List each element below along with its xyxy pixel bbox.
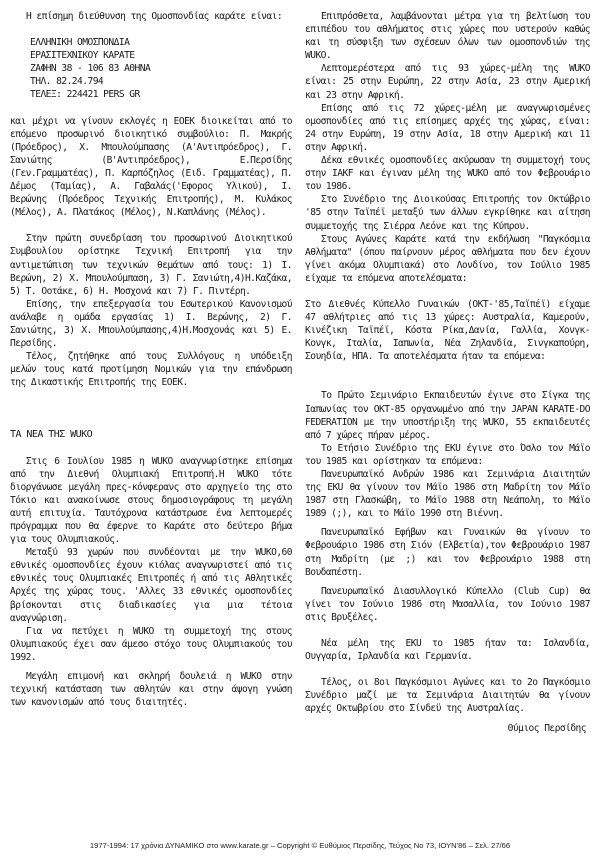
members-paragraph: Λεπτομερέστερα από τις 93 χώρες-μέλη της WUKO είναι: 25 στην Ευρώπη, 22 στην Ασία, 23 στην Αμερική και 23 στην Αφρική. [305,63,590,101]
news-paragraph: Στις 6 Ιουλίου 1985 η WUKO αναγνωρίστηκε επίσημα από την Διεθνή Ολυμπιακή Επιτροπή.Η WUKO τότε διοργάνωσε μεγάλη πρες-κόνφερανς στο αρχηγείο της στο Τόκιο και ανακοίνωσε στους δημοσιογράφους τη μεγάλη αυτή επιτυχία. Ταυτόχρονα κατάστρωσε ένα λεπτομερές πρόγραμμα που θα έφερνε το Καράτε στο δεύτερο βήμα για τους Ολυμπιακούς. [10,455,292,546]
youth-championship-paragraph: Πανευρωπαϊκό Εφήβων και Γυναικών θα γίνουν το Φεβρουάριο 1986 στη Σιόν (Ελβετία),τον Φεβρουάριο 1987 στη Μαδρίτη (με ;) και τον Φεβρουάριο 1988 στη Βουδαπέστη. [305,527,590,578]
address-line: ΖΑΦΗΝ 38 - 106 83 ΑΘΗΝΑ [30,63,151,75]
address-line: ΕΛΛΗΝΙΚΗ ΟΜΟΣΠΟΝΔΙΑ [30,37,130,49]
iakf-paragraph: Δέκα εθνικές ομοσπονδίες ακύρωσαν τη συμμετοχή τους στην IAKF και έγιναν μέλη της WUKO από τον Φεβρουάριο του 1986. [305,155,590,193]
address-line: ΤΗΛ. 82.24.794 [30,76,104,88]
worlds-paragraph: Τέλος, οι 8οι Παγκόσμιοι Αγώνες και το 2ο Παγκόσμιο Συνέδριο μαζί με τα Σεμινάρια Διαιτητών θα γίνουν αρχές Οκτωβρίου στο Σίνδεϋ της Αυστραλίας. [305,677,590,715]
finally-paragraph: Τέλος, ζητήθηκε από τους Συλλόγους η υπόδειξη μελών τους κατά προτίμηση Νομικών για την επάνδρωση της Δικαστικής Επιτροπής της ΕΟΕΚ. [10,351,292,389]
page-footer: 1977-1994: 17 χρόνια ΔΥΝΑΜΙΚΟ στο www.karate.gr – Copyright © Ευθύμιος Περσίδης, Τεύχος Νο 73, ΙΟΥΝ'86 – Σελ. 27/66 [89,841,511,850]
wuko-news-heading: ΤΑ ΝΕΑ ΤΗΣ WUKO [10,429,93,441]
board-paragraph: και μέχρι να γίνουν εκλογές η ΕΟΕΚ διοικείται από το επόμενο προσωρινό διοικητικό συμβούλιο: Π. Μακρής (Πρόεδρος), Χ. Μπουλούμπασης (Α'Αντιπρόεδρος), Γ. Σανιώτης (Β'Αντιπρόεδρος), Ε.Περσίδης (Γεν.Γραμματέας), Π. Καρπόζηλος (Ειδ. Γραμματέας), Π. Δέμος (Ταμίας), Α. Γαβαλάς('Εφορος Υλικού), Ι. Βερώνης (Πρόεδρος Τεχνικής Επιτροπής), Μ. Κυλάκος (Μέλος), Α. Πλατάκος (Μέλος), Ν.Καπλάνης (Μέλος). [10,115,292,219]
taipei-paragraph: Στο Συνέδριο της Διοικούσας Επιτροπής τον Οκτώβριο '85 στην Ταϊπέϊ μεταξύ των άλλων εγκρίθηκε και αίτηση συμμετοχής της Σιέρρα Λεόνε και της Κύπρου. [305,194,590,232]
recognized-paragraph: Επίσης από τις 72 χώρες-μέλη με αναγνωρισμένες ομοσπονδίες από τις επίσημες αρχές της χώρας, είναι: 24 στην Ευρώπη, 19 στην Ασία, 18 στην Αμερική και 11 στην Αφρική. [305,102,590,153]
news-paragraph: Για να πετύχει η WUKO τη συμμετοχή της στους Ολυμπιακούς έχει σαν άμεσο στόχο τους Ολυμπιακούς του 1992. [10,625,292,663]
games-paragraph: Στους Αγώνες Καράτε κατά την εκδήλωση "Παγκόσμια Αθλήματα" (όπου παίρνουν μέρος αθλήματα που δεν έχουν γίνει ακόμα Ολυμπιακά) στο Λονδίνο, τον Ιούλιο 1985 είχαμε τα επόμενα αποτελέσματα: [305,233,590,284]
news-paragraph: Μεγάλη επιμονή και σκληρή δουλειά η WUKO στην τεχνική κατάσταση των αθλητών και στην άψογη γνώση των κανονισμών από τους διαιτητές. [10,671,292,709]
news-paragraph: Μεταξύ 93 χωρών που συνδέονται με την WUKO,60 εθνικές ομοσπονδίες έχουν κιόλας αναγνωριστεί από τις εθνικές τους Ολυμπιακές Επιτροπές ή από τις Αθλητικές Αρχές της χώρας τους. 'Αλλες 33 εθνικές ομοσπονδίες βρίσκονται στις διαδικασίες για μια τέτοια αναγνώριση. [10,547,292,624]
audit-paragraph: Επίσης, την επεξεργασία του Εσωτερικού Κανονισμού ανάλαβε η ομάδα εργασίας 1) Ι. Βερώνης, 2) Γ. Σανιώτης, 3) Χ. Μπουλούμπασης,4)Η.Μοσχονάς και 5) Ε. Περσίδης. [10,298,292,350]
federation-address [10,36,292,101]
new-members-paragraph: Νέα μέλη της EKU το 1985 ήταν τα: Ισλανδία, Ουγγαρία, Ιρλανδία και Γερμανία. [305,638,590,663]
women-cup-paragraph: Στο Διεθνές Κύπελλο Γυναικών (ΟΚΤ-'85,Ταϊπέϊ) είχαμε 47 αθλήτριες από τις 13 χώρες: Αυστραλία, Καμερούν, Κινέζικη Ταϊπέϊ, Κόστα Ρίκα,Δανία, Γαλλία, Χονγκ-Κονγκ, Ιταλία, Ιαπωνία, Νέα Ζηλανδία, Σινγκαπούρη, Σουηδία, ΗΠΑ. Τα αποτελέσματα ήταν τα επόμενα: [305,298,590,363]
right-column [305,10,590,735]
eku-oslo-paragraph: Το Ετήσιο Συνέδριο της EKU έγινε στο Όσλο τον Μάϊο του 1985 και ορίστηκαν τα επόμενα: [305,442,590,467]
men-championship-paragraph: Πανευρωπαϊκό Ανδρών 1986 και Σεμινάρια Διαιτητών της EKU θα γίνουν τον Μάϊο 1986 στη Μαδρίτη τον Μάϊο 1987 στη Γλασκώβη, το Μάϊο 1988 στη Νεάπολη, το Μάϊο 1989 (;), και το Μάϊο 1990 στη Βιέννη. [305,469,590,520]
author-signature: Θύμιος Περσίδης [507,722,586,734]
left-column [10,10,292,709]
intro-text: Η επίσημη διεύθυνση της Ομοσπονδίας καράτε είναι: [26,11,283,22]
measures-paragraph: Επιπρόσθετα, λαμβάνονται μέτρα για τη βελτίωση του επιπέδου του αθλήματος στις χώρες που υστερούν καθώς και τη σύσφιξη των σχέσεων όλων των ομοσπονδιών της WUKO. [305,11,590,62]
address-line: ΕΡΑΣΙΤΕΧΝΙΚΟΥ ΚΑΡΑΤΕ [30,50,135,62]
club-cup-paragraph: Πανευρωπαϊκό Διασυλλογικό Κύπελλο (Club Cup) θα γίνει τον Ιούνιο 1986 στη Μασαλλία, τον Ιούνιο 1987 στις Βρυξέλες. [305,585,590,623]
address-line: ΤΕΛΕΞ: 224421 PERS GR [30,89,140,101]
first-meeting-paragraph: Στην πρώτη συνεδρίαση του προσωρινού Διοικητικού Συμβουλίου ορίστηκε Τεχνική Επιτροπή για την αντιμετώπιση των τεχνικών θεμάτων από τους: 1) Ι. Βερώνη, 2) Χ. Μπουλούμπαση, 3) Γ. Σανιώτη,4)Η.Καζάκα, 5) Τ. Οοτάκε, 6) Η. Μοσχονά και 7) Γ. Πιντέρη. [10,233,292,297]
seminar-paragraph: Το Πρώτο Σεμινάριο Εκπαιδευτών έγινε στο Σίγκα της Ιαπωνίας τον ΟΚΤ-85 οργανωμένο από την JAPAN KARATE-DO FEDERATION με την υποστήριξη της WUKO, 55 εκπαιδευτές από 7 χώρες πήραν μέρος. [305,390,590,441]
